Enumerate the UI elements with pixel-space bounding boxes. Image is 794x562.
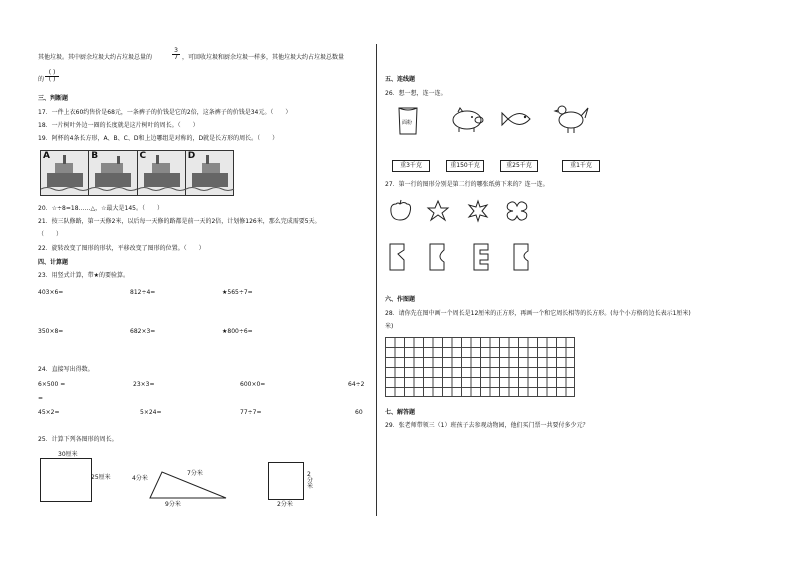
boat-label-d: D [187,151,196,161]
square-side-label: 2分米 [307,471,314,490]
square-figure [268,462,304,500]
fish-icon [502,108,536,130]
intro-fraction: $\frac{3}{7}$ [172,48,180,61]
direct-item: 6×500 = [38,381,66,388]
question-23: 23．用竖式计算，带★的要验算。 [38,272,130,279]
boat-panel-b [89,151,137,195]
boat-panel-d [186,151,233,195]
chicken-icon [555,102,589,134]
question-28: 28．请你先在图中画一个周长是12厘米的正方形，再画一个和它周长相等的长方形。(每个小方格的边长表示1厘米) [385,310,691,317]
question-27: 27．第一行的图形分别是第二行的哪张纸剪下来的？连一连。 [385,181,549,188]
square-bottom-label: 2分米 [277,501,293,508]
rectangle-top-label: 30厘米 [58,451,78,458]
intro-text-2: 的 [38,76,45,83]
question-22: 22．旋转改变了图形的形状，平移改变了图形的位置。（ ） [38,245,205,252]
section-3-title: 三、判断题 [38,95,69,102]
question-28-line2: 米) [385,323,394,330]
section-5-title: 五、连线题 [385,76,416,83]
calc-item: ★565÷7= [222,289,253,296]
boat-d-icon [186,151,234,195]
calc-item: 812÷4= [130,289,156,296]
calc-item: 403×6= [38,289,64,296]
section-7-title: 七、解答题 [385,409,416,416]
pig-icon [450,108,484,132]
direct-item: 77÷7= [240,409,262,416]
triangle-bottom-label: 9分米 [165,501,181,508]
answer-blank-fraction[interactable]: ( ) ( ) [45,70,59,83]
question-21-paren[interactable]: （ ） [38,231,63,238]
section-4-title: 四、计算题 [38,259,69,266]
boat-panel-c [138,151,186,195]
question-18: 18．一片树叶外边一圈的长度就是这片树叶的周长。（ ） [38,122,199,129]
boat-panel-a [41,151,89,195]
question-20: 20．☆÷8=18……△，☆最大是145。（ ） [38,205,163,212]
question-21: 21．按三队修路，第一天修2米，以后每一天修的路都是前一天的2倍，计划修126米，那么完成需要5天。 [38,218,321,225]
question-29: 29．张老师带领三（1）班孩子去参观动物园，他们买门票一共要付多少元？ [385,422,589,429]
cutout-shapes-row [390,200,540,222]
flour-bag-label: 面粉 [402,120,413,126]
question-17: 17．一件上衣60约售价是68元，一条裤子的价钱是它的2倍，这条裤子的价钱是34元。（ ） [38,109,292,116]
question-24: 24．直接写出得数。 [38,366,94,373]
direct-item: 600×0= [240,381,266,388]
direct-item: 64÷2 [348,381,365,388]
square-grid[interactable] [385,337,575,397]
boat-label-c: C [139,151,147,161]
weight-option[interactable]: 重3千克 [392,160,430,172]
triangle-right-label: 7分米 [187,470,203,477]
boat-a-icon [41,151,89,195]
weight-option[interactable]: 重150千克 [446,160,484,172]
question-25: 25．计算下列各图形的周长。 [38,436,118,443]
weight-option[interactable]: 重25千克 [500,160,538,172]
cutout-paper-row [388,242,538,274]
direct-item: 45×2= [38,409,60,416]
boat-label-a: A [43,151,50,161]
weight-option[interactable]: 重1千克 [562,160,600,172]
question-19: 19．阿杯的4条长方形，A、B、C、D和上边哪组是对称的，D就是长方形的周长。（ ） [38,135,279,142]
rectangle-figure [40,458,92,502]
direct-item-tail: = [38,395,44,402]
direct-item: 60 [355,409,363,416]
calc-item: 350×8= [38,328,64,335]
boat-c-icon [138,151,186,195]
question-26: 26．想一想，连一连。 [385,90,447,97]
boat-b-icon [89,151,137,195]
direct-item: 23×3= [133,381,155,388]
rectangle-side-label: 25厘米 [91,474,111,481]
triangle-left-label: 4分米 [132,475,148,482]
boat-picture-strip [40,150,234,196]
section-6-title: 六、作图题 [385,296,416,303]
boat-label-b: B [91,151,99,161]
page-divider [376,44,377,516]
calc-item: ★800÷6= [222,328,253,335]
calc-item: 682×3= [130,328,156,335]
intro-text-1b: ，可回收垃圾和厨余垃圾一样多，其他垃圾大约占垃圾总数量 [182,54,345,61]
direct-item: 5×24= [140,409,162,416]
intro-text-1: 其他垃圾。其中厨余垃圾大约占垃圾总量的 [38,54,153,61]
